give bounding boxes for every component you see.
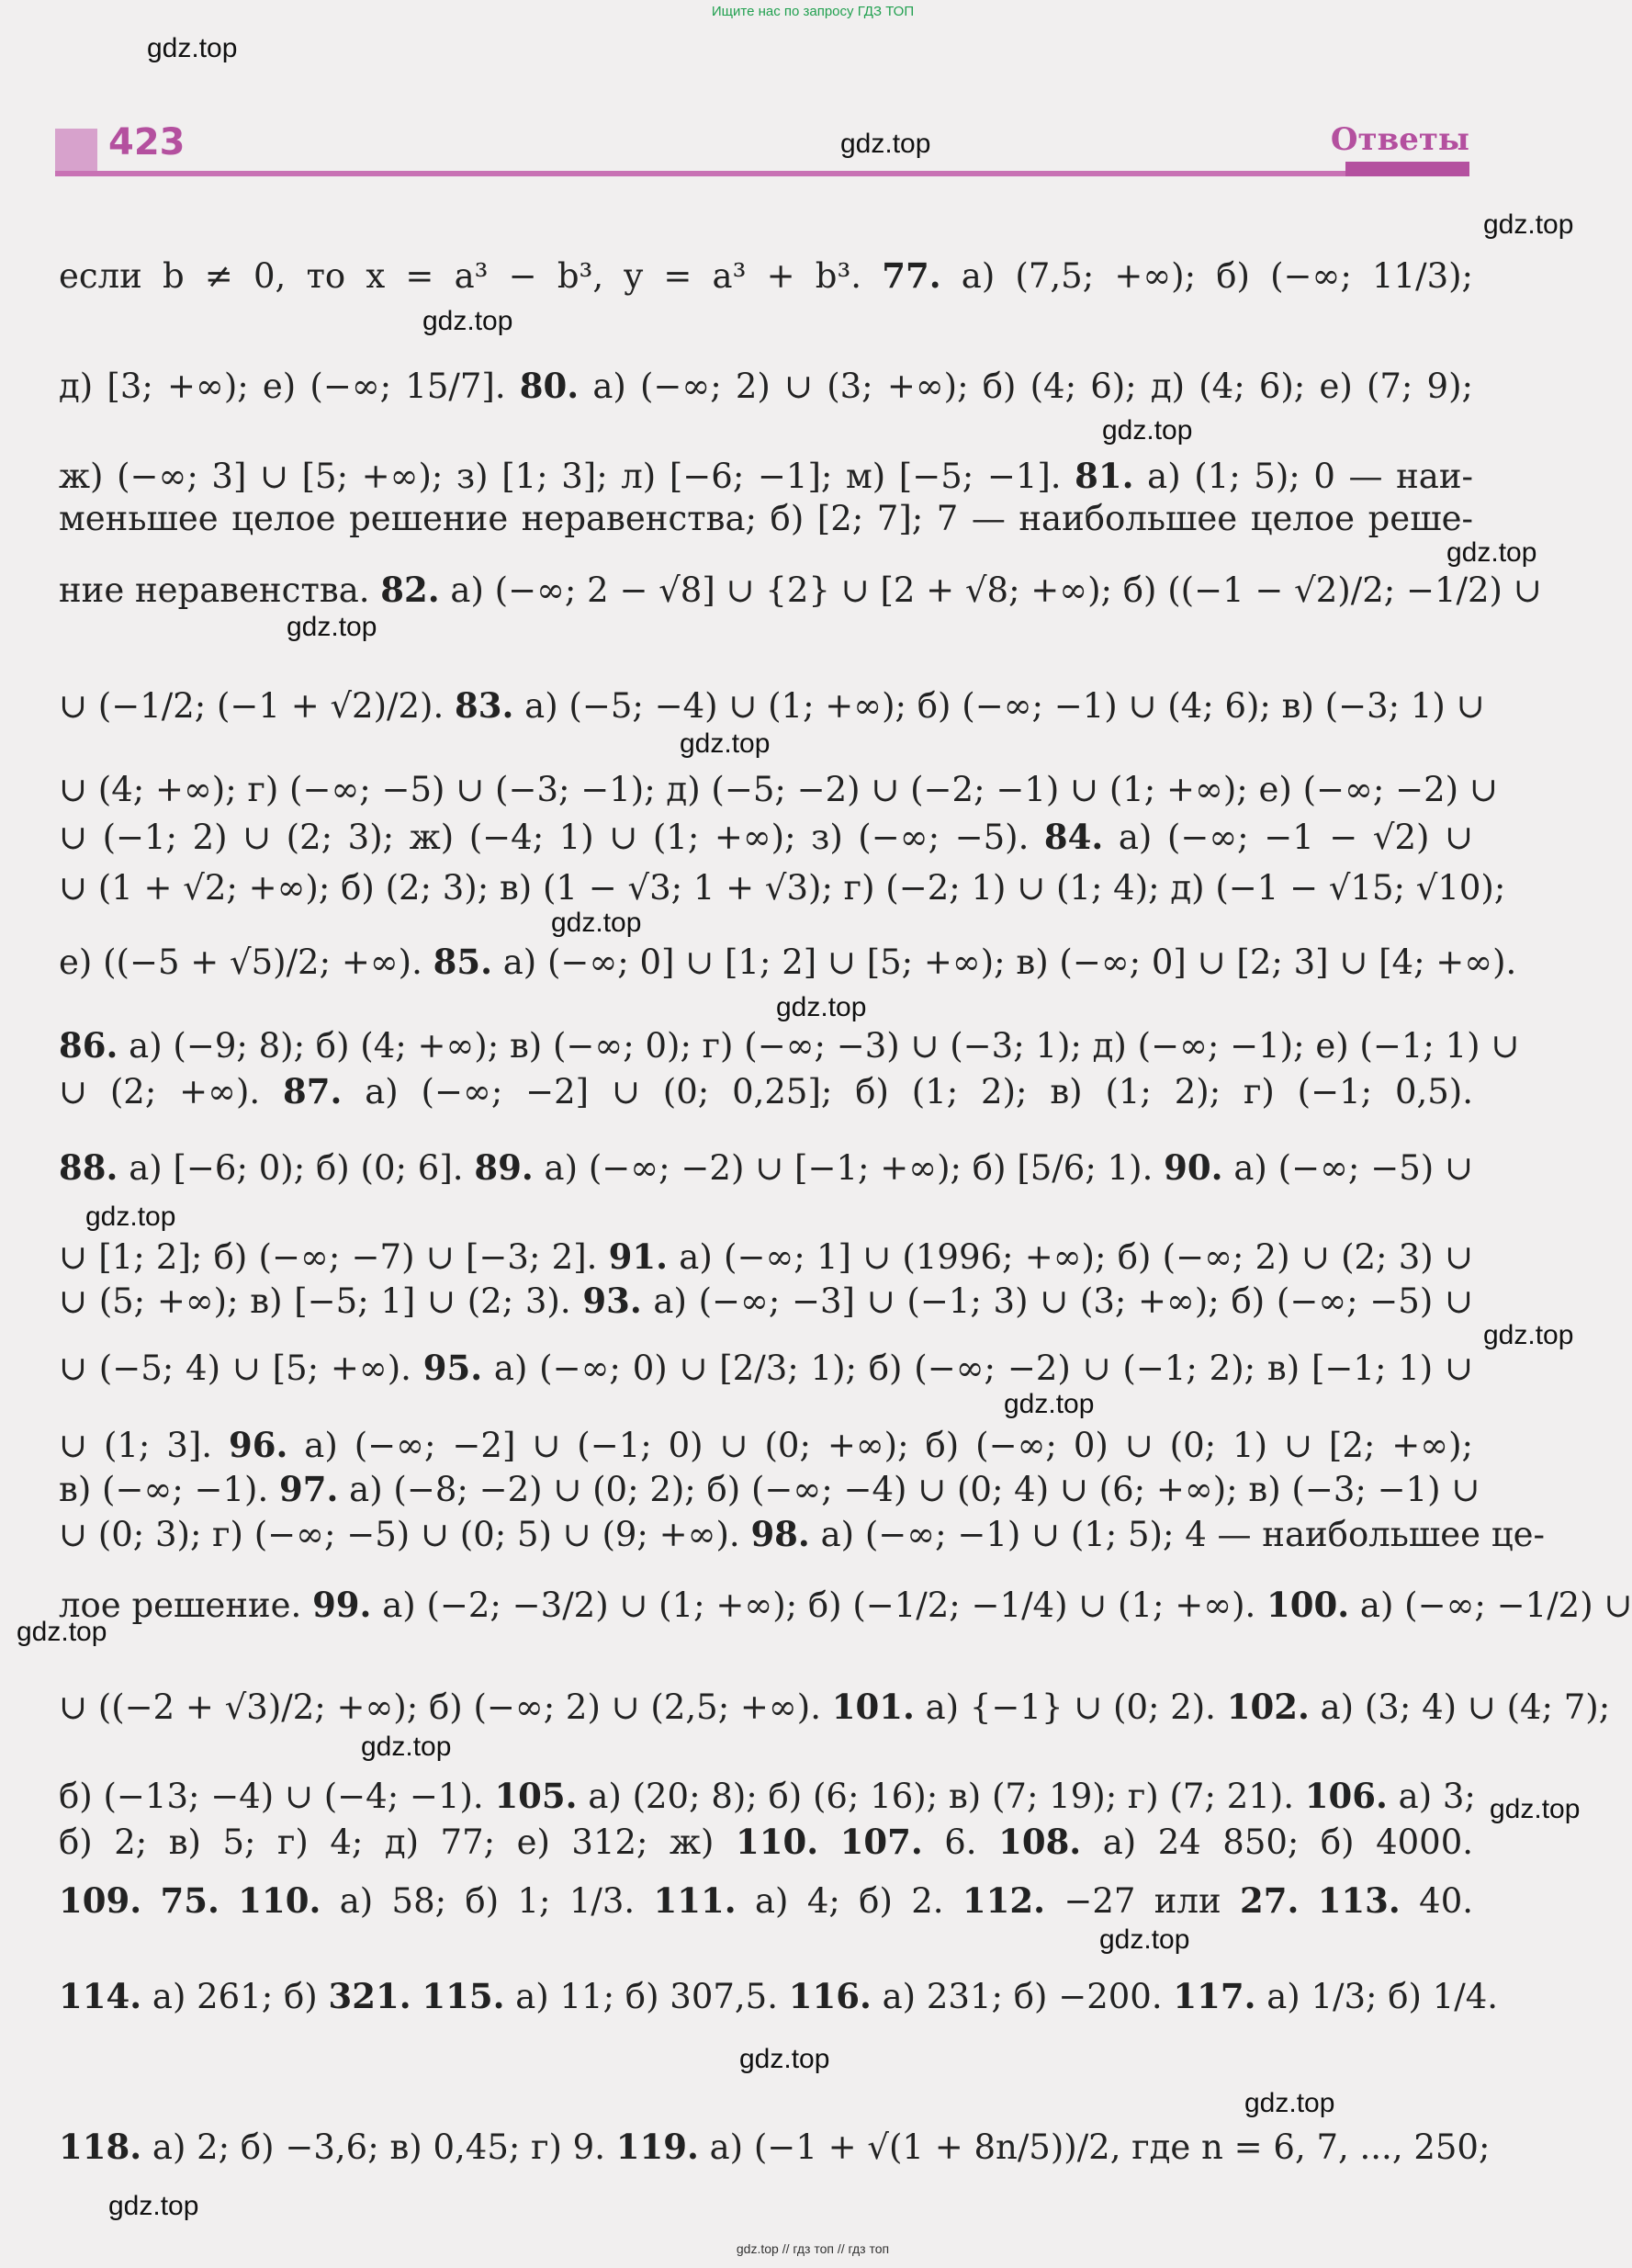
top-note: Ищите нас по запросу ГДЗ ТОП	[711, 4, 915, 19]
answer-line: 109. 75. 110. а) 58; б) 1; 1/3. 111. а) 4; б) 2. 112. −27 или 27. 113. 40.	[59, 1880, 1474, 1921]
answer-line: ∪ (2; +∞). 87. а) (−∞; −2] ∪ (0; 0,25]; б) (1; 2); в) (1; 2); г) (−1; 0,5).	[59, 1071, 1473, 1111]
watermark: gdz.top	[551, 908, 642, 938]
answer-line: ние неравенства. 82. а) (−∞; 2 − √8] ∪ {2} ∪ [2 + √8; +∞); б) ((−1 − √2)/2; −1/2) ∪	[59, 570, 1542, 610]
answer-line: ∪ (−5; 4) ∪ [5; +∞). 95. а) (−∞; 0) ∪ [2/3; 1); б) (−∞; −2) ∪ (−1; 2); в) [−1; 1) ∪	[59, 1348, 1473, 1388]
answer-line: ∪ [1; 2]; б) (−∞; −7) ∪ [−3; 2]. 91. а) (−∞; 1] ∪ (1996; +∞); б) (−∞; 2) ∪ (2; 3) ∪	[59, 1236, 1473, 1277]
watermark: gdz.top	[85, 1202, 176, 1232]
answer-line: в) (−∞; −1). 97. а) (−8; −2) ∪ (0; 2); б) (−∞; −4) ∪ (0; 4) ∪ (6; +∞); в) (−3; −1) ∪	[59, 1469, 1480, 1509]
bottom-note: gdz.top // гдз топ // гдз топ	[736, 2241, 890, 2256]
answer-line: 86. а) (−9; 8); б) (4; +∞); в) (−∞; 0); г) (−∞; −3) ∪ (−3; 1); д) (−∞; −1); е) (−1; 1) ∪	[59, 1025, 1520, 1066]
section-title: Ответы	[1330, 121, 1469, 158]
answer-line: 118. а) 2; б) −3,6; в) 0,45; г) 9. 119. а) (−1 + √(1 + 8n/5))/2, где n = 6, 7, ..., 250;	[59, 2127, 1491, 2167]
watermark: gdz.top	[1004, 1389, 1095, 1419]
answer-line: ∪ (−1/2; (−1 + √2)/2). 83. а) (−5; −4) ∪ (1; +∞); б) (−∞; −1) ∪ (4; 6); в) (−3; 1) ∪	[59, 685, 1485, 726]
watermark: gdz.top	[147, 33, 238, 63]
watermark: gdz.top	[840, 129, 931, 159]
answer-line: ∪ (−1; 2) ∪ (2; 3); ж) (−4; 1) ∪ (1; +∞); з) (−∞; −5). 84. а) (−∞; −1 − √2) ∪	[59, 817, 1473, 857]
header-marker	[55, 129, 97, 171]
watermark: gdz.top	[1490, 1794, 1581, 1824]
answer-line: ∪ (0; 3); г) (−∞; −5) ∪ (0; 5) ∪ (9; +∞). 98. а) (−∞; −1) ∪ (1; 5); 4 — наибольшее це-	[59, 1514, 1546, 1554]
answer-line: ∪ (1 + √2; +∞); б) (2; 3); в) (1 − √3; 1 + √3); г) (−2; 1) ∪ (1; 4); д) (−1 − √15; √10);	[59, 868, 1506, 908]
watermark: gdz.top	[1244, 2088, 1335, 2118]
watermark: gdz.top	[1483, 1320, 1574, 1350]
watermark: gdz.top	[1483, 209, 1574, 240]
answer-line: ∪ ((−2 + √3)/2; +∞); б) (−∞; 2) ∪ (2,5; +∞). 101. а) {−1} ∪ (0; 2). 102. а) (3; 4) ∪ (4; 7);	[59, 1687, 1611, 1727]
answer-line: если b ≠ 0, то x = a³ − b³, y = a³ + b³. 77. а) (7,5; +∞); б) (−∞; 11/3);	[59, 255, 1474, 296]
watermark: gdz.top	[17, 1617, 107, 1647]
answer-line: д) [3; +∞); е) (−∞; 15/7]. 80. а) (−∞; 2) ∪ (3; +∞); б) (4; 6); д) (4; 6); е) (7; 9);	[59, 366, 1473, 406]
answer-line: б) (−13; −4) ∪ (−4; −1). 105. а) (20; 8); б) (6; 16); в) (7; 19); г) (7; 21). 106. а) 3;	[59, 1776, 1476, 1816]
header-tab	[1345, 162, 1469, 176]
watermark: gdz.top	[361, 1732, 452, 1762]
watermark: gdz.top	[108, 2191, 199, 2221]
watermark: gdz.top	[1099, 1924, 1190, 1955]
watermark: gdz.top	[739, 2044, 830, 2074]
answer-line: б) 2; в) 5; г) 4; д) 77; е) 312; ж) 110. 107. 6. 108. а) 24 850; б) 4000.	[59, 1822, 1474, 1862]
page-number: 423	[108, 121, 186, 164]
answer-line: ∪ (4; +∞); г) (−∞; −5) ∪ (−3; −1); д) (−5; −2) ∪ (−2; −1) ∪ (1; +∞); е) (−∞; −2) ∪	[59, 770, 1498, 809]
answer-line: 114. а) 261; б) 321. 115. а) 11; б) 307,5. 116. а) 231; б) −200. 117. а) 1/3; б) 1/4.	[59, 1976, 1499, 2016]
watermark: gdz.top	[287, 612, 377, 642]
answer-line: ∪ (1; 3]. 96. а) (−∞; −2] ∪ (−1; 0) ∪ (0; +∞); б) (−∞; 0) ∪ (0; 1) ∪ [2; +∞);	[59, 1425, 1474, 1465]
answer-line: ж) (−∞; 3] ∪ [5; +∞); з) [1; 3]; л) [−6; −1]; м) [−5; −1]. 81. а) (1; 5); 0 — наи-	[59, 456, 1473, 496]
answer-line: лое решение. 99. а) (−2; −3/2) ∪ (1; +∞); б) (−1/2; −1/4) ∪ (1; +∞). 100. а) (−∞; −1/2) ∪	[59, 1585, 1632, 1625]
header-rule	[55, 171, 1469, 176]
watermark: gdz.top	[1446, 537, 1537, 568]
watermark: gdz.top	[422, 306, 513, 336]
answer-line: ∪ (5; +∞); в) [−5; 1] ∪ (2; 3). 93. а) (−∞; −3] ∪ (−1; 3) ∪ (3; +∞); б) (−∞; −5) ∪	[59, 1281, 1473, 1321]
answer-line: меньшее целое решение неравенства; б) [2; 7]; 7 — наибольшее целое реше-	[59, 499, 1473, 538]
answer-line: е) ((−5 + √5)/2; +∞). 85. а) (−∞; 0] ∪ [1; 2] ∪ [5; +∞); в) (−∞; 0] ∪ [2; 3] ∪ [4; +∞).	[59, 942, 1517, 982]
watermark: gdz.top	[776, 992, 867, 1022]
watermark: gdz.top	[1102, 415, 1193, 446]
watermark: gdz.top	[680, 728, 771, 759]
answer-line: 88. а) [−6; 0); б) (0; 6]. 89. а) (−∞; −2) ∪ [−1; +∞); б) [5/6; 1). 90. а) (−∞; −5) ∪	[59, 1147, 1473, 1188]
